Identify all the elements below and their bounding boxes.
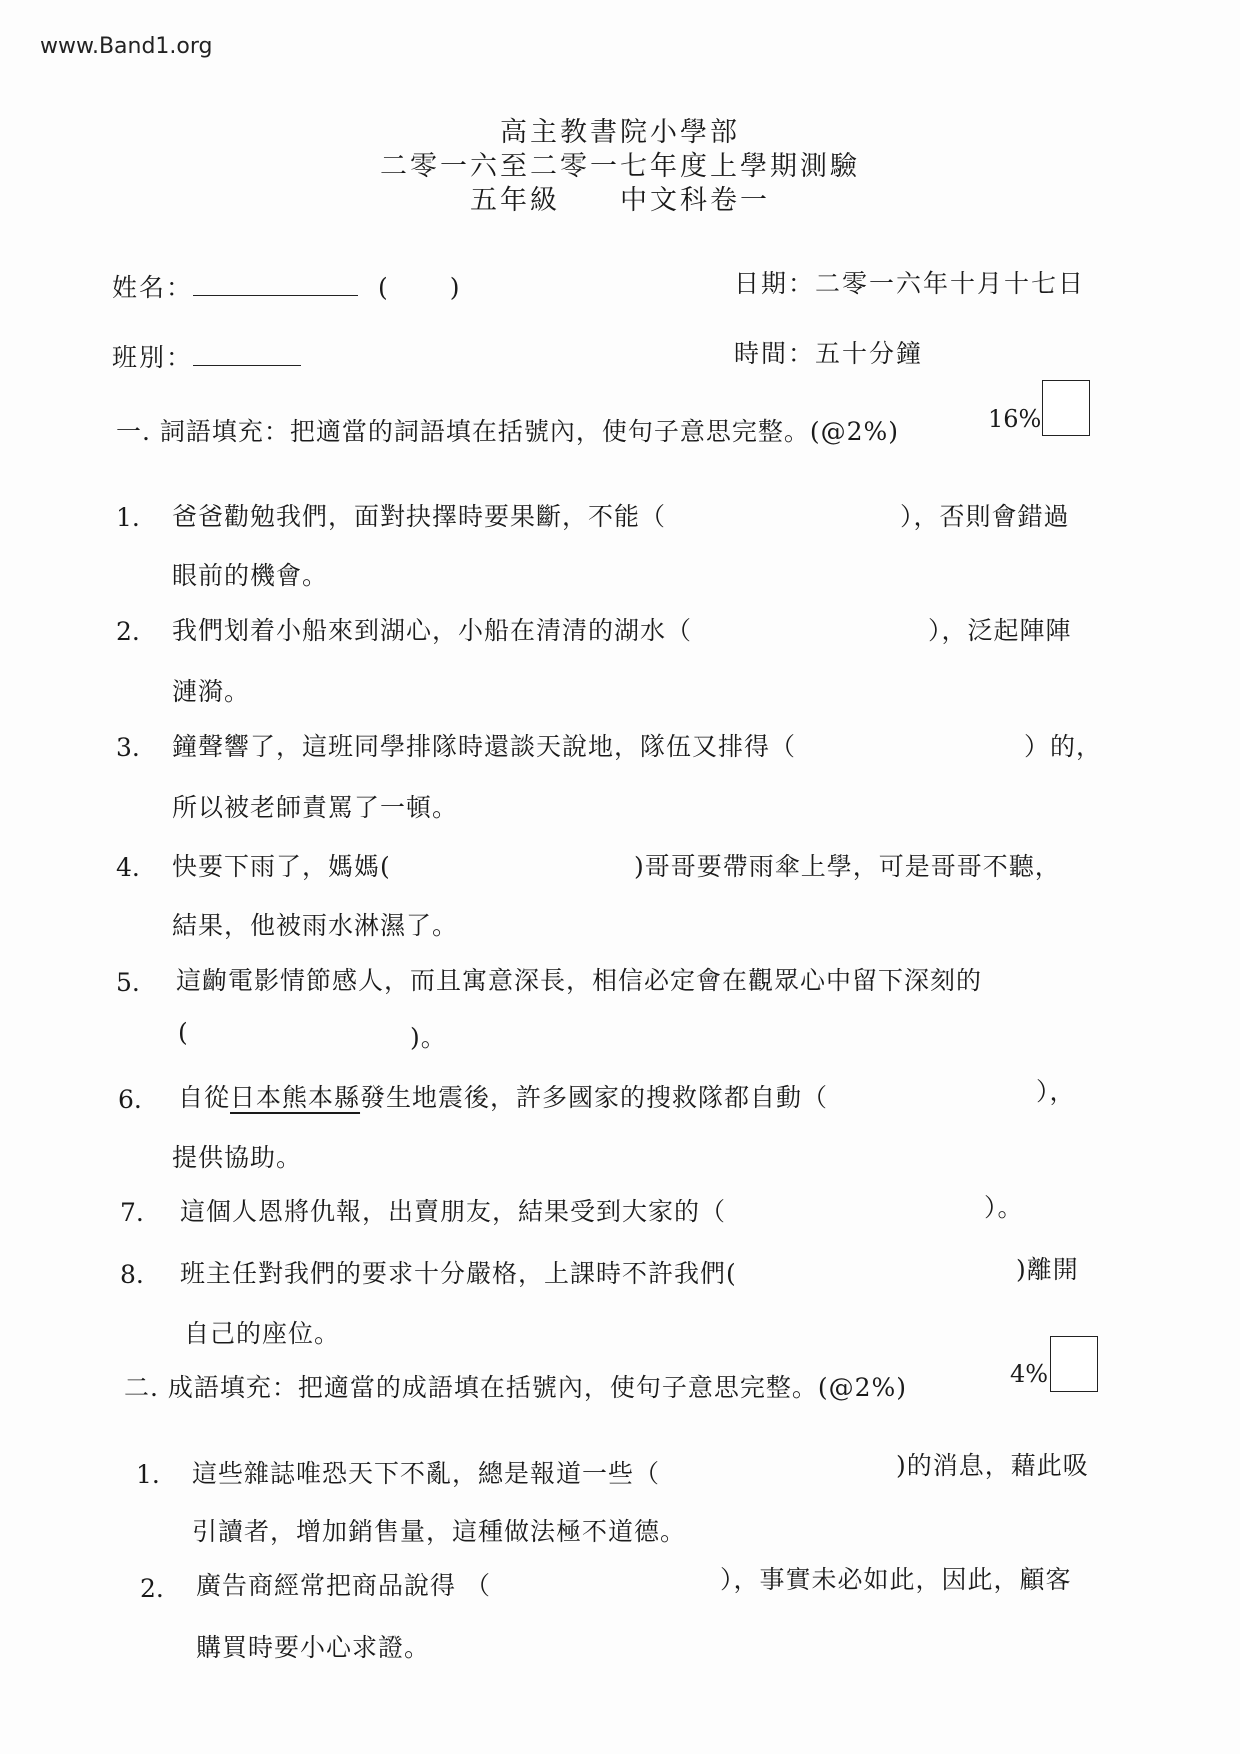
s2-q2-line2: 購買時要小心求證。: [196, 1633, 431, 1662]
s1-q6-number: 6.: [118, 1085, 142, 1114]
s1-q3-text-b: ）的，: [1024, 732, 1103, 761]
class-number-open: (: [377, 273, 390, 302]
name-blank[interactable]: [193, 273, 358, 296]
s2-q1-number: 1.: [136, 1460, 160, 1489]
grade: 五年級: [470, 185, 560, 216]
s1-q2-blank[interactable]: [720, 612, 910, 644]
s1-q6-text-b: ），: [1036, 1077, 1076, 1106]
s1-q8-line2: 自己的座位。: [184, 1319, 341, 1348]
s1-q4-blank[interactable]: [420, 848, 630, 880]
s2-q1-line2: 引讀者，增加銷售量，這種做法極不道德。: [192, 1517, 687, 1546]
school-name: 高主教書院小學部: [500, 117, 740, 148]
s2-q2-blank[interactable]: [520, 1562, 720, 1594]
s1-q3-blank[interactable]: [815, 728, 1015, 760]
s1-q6-main: 發生地震後，許多國家的搜救隊都自動（: [360, 1083, 829, 1112]
s1-q6-blank[interactable]: [850, 1078, 1030, 1110]
s1-q1-text-b: ），否則會錯過: [900, 502, 1070, 531]
exam-title: 二零一六至二零一七年度上學期測驗: [380, 151, 860, 182]
class-number-close: ): [449, 273, 462, 302]
grade-subject: [0, 178, 1240, 217]
s1-q2-number: 2.: [116, 617, 140, 646]
s1-q5-line2-open: (: [178, 1018, 189, 1047]
s2-q2-number: 2.: [140, 1574, 164, 1603]
s1-q3-text-a: 鐘聲響了，這班同學排隊時還談天說地，隊伍又排得（: [172, 732, 797, 761]
s1-q7-text-a: 這個人恩將仇報，出賣朋友，結果受到大家的（: [180, 1197, 727, 1226]
s1-q2-text-b: ），泛起陣陣: [928, 616, 1072, 645]
section1-score-box[interactable]: [1042, 380, 1090, 436]
s2-q1-blank[interactable]: [680, 1450, 890, 1482]
s1-q4-text-b: )哥哥要帶雨傘上學，可是哥哥不聽，: [634, 852, 1061, 881]
subject: 中文科卷一: [620, 185, 770, 216]
section2-score-box[interactable]: [1050, 1336, 1098, 1392]
s1-q1-line2: 眼前的機會。: [172, 561, 329, 590]
s1-q3-line2: 所以被老師責罵了一頓。: [172, 793, 459, 822]
s1-q2-text-a: 我們划着小船來到湖心，小船在清清的湖水（: [172, 616, 693, 645]
s1-q2-line2: 漣漪。: [172, 677, 251, 706]
name-label: 姓名：: [112, 273, 194, 302]
s1-q8-blank[interactable]: [812, 1254, 1012, 1286]
s1-q6-place-name: 日本熊本縣: [230, 1083, 361, 1112]
s1-q5-text-a: 這齣電影情節感人，而且寓意深長，相信必定會在觀眾心中留下深刻的: [176, 966, 983, 995]
s1-q7-text-b: ）。: [984, 1193, 1024, 1222]
s1-q1-blank[interactable]: [690, 498, 890, 530]
s1-q7-blank[interactable]: [760, 1192, 980, 1224]
website-watermark: www.Band1.org: [40, 34, 213, 59]
section2-title: 二. 成語填充：把適當的成語填在括號內，使句子意思完整。(@2%): [124, 1373, 908, 1402]
class-field: [112, 338, 301, 374]
s1-q8-text-b: )離開: [1016, 1255, 1079, 1284]
s1-q5-number: 5.: [116, 968, 140, 997]
date-label: 日期：二零一六年十月十七日: [734, 269, 1086, 298]
s1-q4-line2: 結果，他被雨水淋濕了。: [172, 911, 459, 940]
s1-q1-text-a: 爸爸勸勉我們，面對抉擇時要果斷，不能（: [172, 502, 667, 531]
s1-q8-text-a: 班主任對我們的要求十分嚴格，上課時不許我們(: [180, 1259, 737, 1288]
s1-q6-line2: 提供協助。: [172, 1143, 303, 1172]
s2-q1-text-b: )的消息，藉此吸: [896, 1451, 1089, 1480]
s1-q4-text-a: 快要下雨了，媽媽(: [172, 852, 391, 881]
section1-title: 一. 詞語填充：把適當的詞語填在括號內，使句子意思完整。(@2%): [116, 417, 900, 446]
s1-q1-number: 1.: [116, 503, 140, 532]
section2-score: 4%: [1010, 1360, 1049, 1388]
name-field: [112, 268, 462, 304]
s1-q4-number: 4.: [116, 853, 140, 882]
s1-q5-line2-close: )。: [410, 1023, 447, 1052]
s1-q8-number: 8.: [120, 1260, 144, 1289]
s1-q6-pre: 自從: [178, 1083, 231, 1112]
s2-q2-text-a: 廣告商經常把商品說得 （: [196, 1571, 491, 1600]
section1-score: 16%: [988, 405, 1042, 433]
s2-q2-text-b: ），事實未必如此，因此，顧客: [720, 1565, 1072, 1594]
class-label: 班別：: [112, 343, 194, 372]
time-label: 時間：五十分鐘: [734, 339, 924, 368]
s1-q7-number: 7.: [120, 1198, 144, 1227]
s1-q6-text-a: [178, 1078, 828, 1114]
s2-q1-text-a: 這些雜誌唯恐天下不亂，總是報道一些（: [192, 1459, 661, 1488]
class-blank[interactable]: [193, 343, 301, 366]
s1-q3-number: 3.: [116, 733, 140, 762]
s1-q5-blank[interactable]: [200, 1018, 400, 1050]
